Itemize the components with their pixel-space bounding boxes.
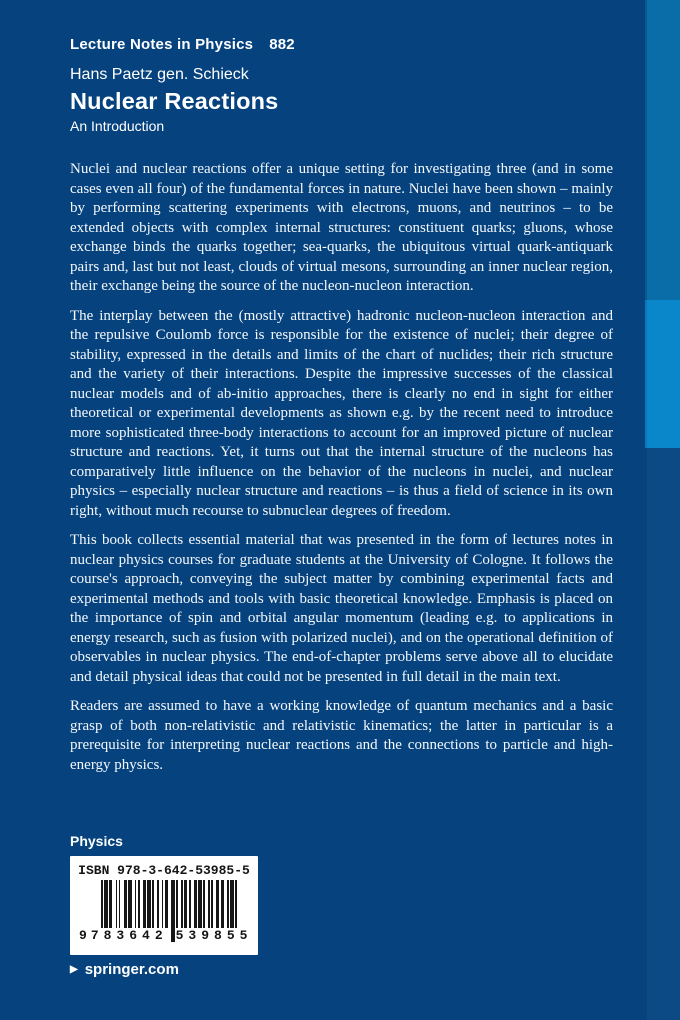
- blurb-paragraph: Nuclei and nuclear reactions offer a unique setting for investigating three (and in some cases even all four) of the fundamental forces in nature. Nuclei have been shown – mainly by performing scattering experiments with electrons, muons, and neutrinos – to be extended objects with complex internal structures: constituent quarks; gluons, whose exchange binds the quarks together; sea-quarks, the ubiquitous virtual quark-antiquark pairs and, last but not least, clouds of virtual mesons, surrounding an inner nuclear region, their exchange being the source of the nucleon-nucleon interaction.: [70, 161, 613, 294]
- category-label: Physics: [70, 833, 123, 849]
- isbn-barcode-box: [70, 856, 258, 955]
- book-title: Nuclear Reactions: [70, 88, 279, 114]
- spine-strip-top: [645, 0, 680, 300]
- series-title: Lecture Notes in Physics: [70, 36, 254, 53]
- ean-group-1: 783642: [90, 928, 168, 943]
- author-name: Hans Paetz gen. Schieck: [70, 66, 249, 83]
- book-subtitle: An Introduction: [70, 118, 165, 134]
- blurb-paragraph: Readers are assumed to have a working knowledge of quantum mechanics and a basic grasp of both non-relativistic and relativistic kinematics; the latter in particular is a prerequisite for interpreting nuclear reactions and the connections to particle and high-energy physics.: [70, 698, 613, 773]
- ean-digits: [79, 928, 253, 943]
- spine-strip-bottom: [645, 448, 680, 1020]
- publisher-line: [70, 961, 179, 978]
- blurb-paragraph: The interplay between the (mostly attractive) hadronic nucleon-nucleon interaction and the repulsive Coulomb force is responsible for the existence of nuclei; their degree of stability, expressed in the details and limits of the chart of nuclides; their rich structure and the variety of their interactions. Despite the impressive successes of the classical nuclear models and of ab-initio approaches, there is clearly no end in sight for either theoretical or experimental developments as shown e.g. by the recent need to introduce more sophisticated three-body interactions to account for an improved picture of nuclear structure and reactions. Yet, it turns out that the internal structure of the nucleons has comparatively little influence on the behavior of the nucleons in nuclei, and nuclear physics – especially nuclear structure and reactions – is thus a field of science in its own right, without much recourse to subnuclear degrees of freedom.: [70, 307, 613, 519]
- barcode: [79, 880, 253, 948]
- publisher-url: springer.com: [84, 961, 179, 978]
- ean-group-2: 539855: [175, 928, 253, 943]
- cover-content: [70, 36, 613, 785]
- series-number: 882: [269, 36, 295, 53]
- isbn-text: ISBN 978-3-642-53985-5: [78, 863, 250, 878]
- blurb: [70, 160, 613, 775]
- cover-footer: [70, 833, 613, 978]
- spine-strip-highlight: [645, 300, 680, 448]
- arrow-icon: ▶: [70, 963, 78, 975]
- blurb-paragraph: This book collects essential material that was presented in the form of lectures notes in nuclear physics courses for graduate students at the University of Cologne. It follows the course's approach, conveying the subject matter by combining experimental facts and experimental methods and tools with basic theoretical knowledge. Emphasis is placed on the importance of spin and orbital angular momentum (leading e.g. to applications in energy research, such as fusion with polarized nuclei), and on the operational definition of observables in nuclear physics. The end-of-chapter problems serve above all to elucidate and detail physical ideas that could not be presented in full detail in the main text.: [70, 532, 613, 685]
- ean-lead-digit: 9: [79, 928, 87, 943]
- series-line: [70, 36, 613, 53]
